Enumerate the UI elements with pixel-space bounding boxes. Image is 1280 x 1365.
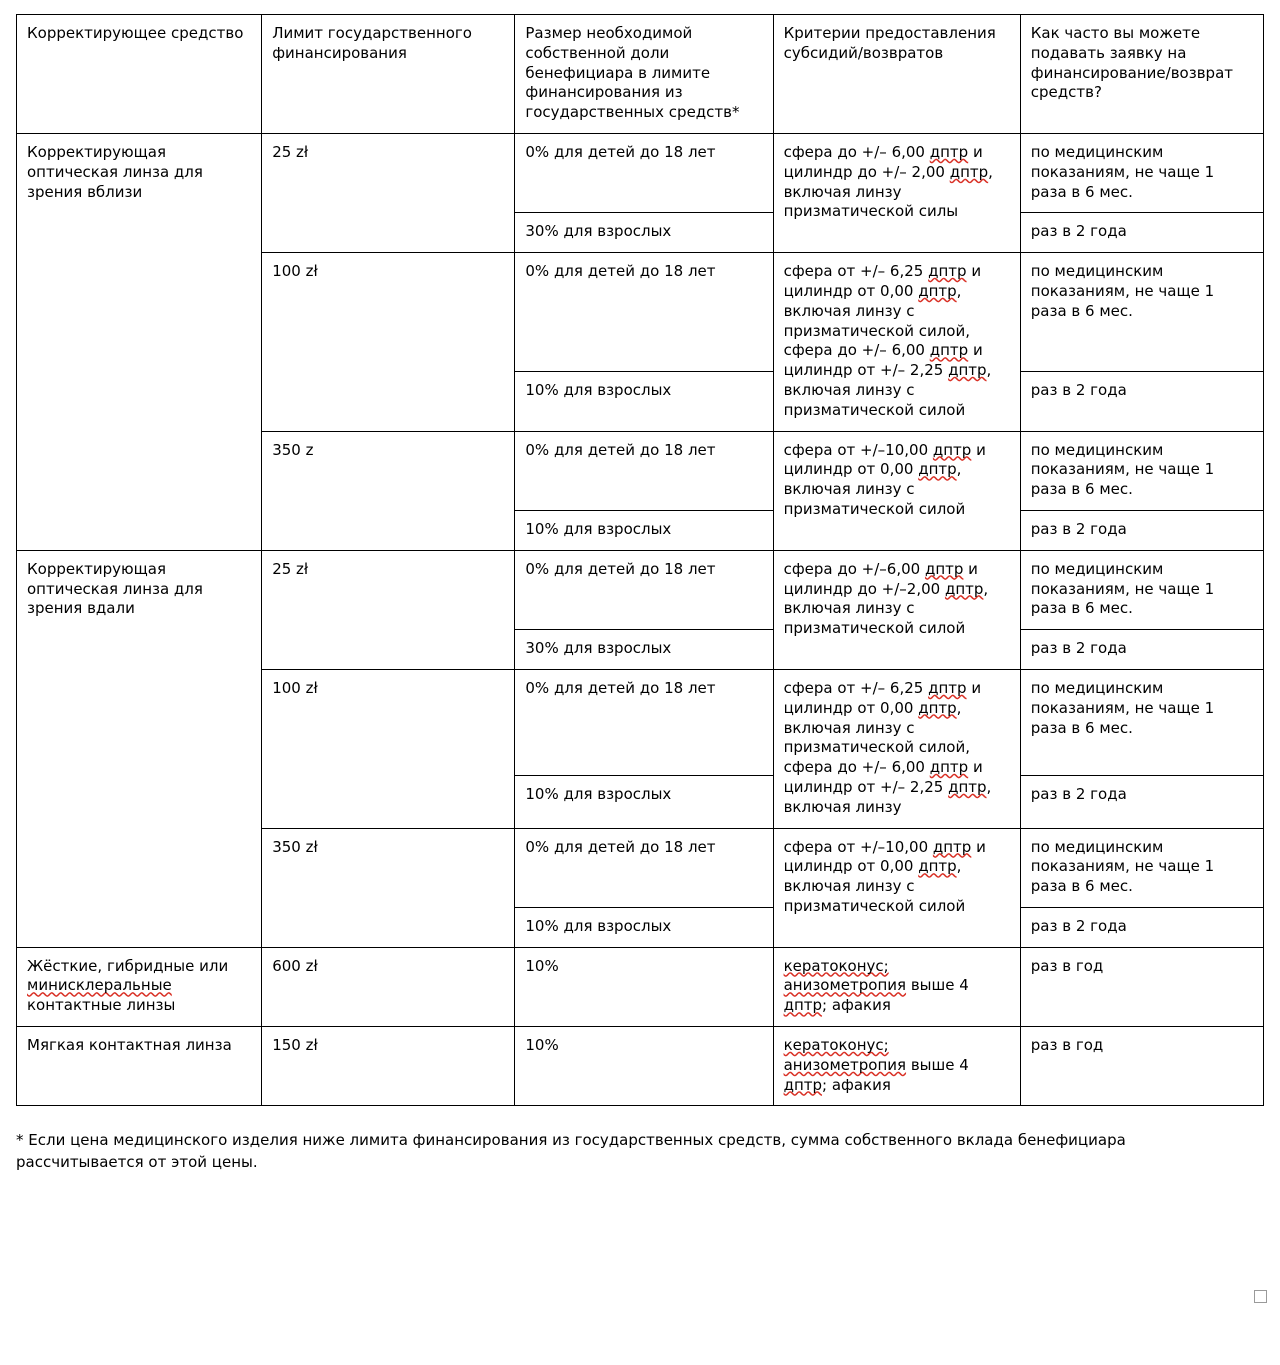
cell-frequency: раз в 2 года: [1020, 907, 1263, 947]
cell-frequency: по медицинским показаниям, не чаще 1 раза в 6 мес.: [1020, 253, 1263, 372]
cell-means: Мягкая контактная линза: [17, 1027, 262, 1106]
column-header-criteria: Критерии предоставления субсидий/возвратов: [773, 15, 1020, 134]
cell-frequency: раз в год: [1020, 947, 1263, 1026]
cell-share: 0% для детей до 18 лет: [515, 828, 773, 907]
cell-share: 10% для взрослых: [515, 907, 773, 947]
table-row: [17, 947, 1264, 1026]
cell-share: 10% для взрослых: [515, 371, 773, 431]
cell-share: 10% для взрослых: [515, 775, 773, 828]
table-row: [17, 550, 1264, 629]
cell-criteria: сфера от +/–10,00 дптр и цилиндр от 0,00 дптр, включая линзу с призматической силой: [773, 828, 1020, 947]
cell-frequency: по медицинским показаниям, не чаще 1 раза в 6 мес.: [1020, 133, 1263, 212]
cell-criteria: сфера от +/– 6,25 дптр и цилиндр от 0,00 дптр, включая линзу с призматической силой, сфера до +/– 6,00 дптр и цилиндр от +/– 2,25 дптр, включая линзу: [773, 669, 1020, 828]
cell-share: 10%: [515, 1027, 773, 1106]
cell-limit: 25 zł: [262, 133, 515, 252]
table-row: [17, 133, 1264, 212]
cell-frequency: по медицинским показаниям, не чаще 1 раза в 6 мес.: [1020, 550, 1263, 629]
cell-share: 10% для взрослых: [515, 510, 773, 550]
cell-share: 0% для детей до 18 лет: [515, 431, 773, 510]
cell-limit: 150 zł: [262, 1027, 515, 1106]
cell-limit: 350 z: [262, 431, 515, 550]
table-body: [17, 133, 1264, 1105]
cell-share: 30% для взрослых: [515, 213, 773, 253]
cell-criteria: сфера до +/–6,00 дптр и цилиндр до +/–2,00 дптр, включая линзу с призматической силой: [773, 550, 1020, 669]
cell-share: 0% для детей до 18 лет: [515, 253, 773, 372]
cell-frequency: раз в 2 года: [1020, 510, 1263, 550]
resize-handle[interactable]: [1254, 1290, 1267, 1303]
cell-share: 30% для взрослых: [515, 630, 773, 670]
footnote-text: * Если цена медицинского изделия ниже лимита финансирования из государственных средств, сумма собственного вклада бенефициара рассчитывается от этой цены.: [16, 1131, 1126, 1172]
cell-criteria: кератоконус; анизометропия выше 4 дптр; афакия: [773, 947, 1020, 1026]
subsidy-table: [16, 14, 1264, 1106]
cell-frequency: раз в год: [1020, 1027, 1263, 1106]
cell-limit: 25 zł: [262, 550, 515, 669]
cell-frequency: по медицинским показаниям, не чаще 1 раза в 6 мес.: [1020, 828, 1263, 907]
table-header: [17, 15, 1264, 134]
column-header-means: Корректирующее средство: [17, 15, 262, 134]
column-header-limit: Лимит государственного финансирования: [262, 15, 515, 134]
cell-criteria: сфера от +/– 6,25 дптр и цилиндр от 0,00 дптр, включая линзу с призматической силой, сфера до +/– 6,00 дптр и цилиндр от +/– 2,25 дптр, включая линзу с призматической силой: [773, 253, 1020, 431]
cell-means: Корректирующая оптическая линза для зрения вблизи: [17, 133, 262, 550]
cell-criteria: сфера до +/– 6,00 дптр и цилиндр до +/– 2,00 дптр, включая линзу призматической силы: [773, 133, 1020, 252]
cell-limit: 100 zł: [262, 253, 515, 431]
cell-share: 0% для детей до 18 лет: [515, 550, 773, 629]
cell-frequency: раз в 2 года: [1020, 630, 1263, 670]
cell-limit: 350 zł: [262, 828, 515, 947]
cell-means: Жёсткие, гибридные или минисклеральные контактные линзы: [17, 947, 262, 1026]
cell-frequency: раз в 2 года: [1020, 371, 1263, 431]
cell-criteria: сфера от +/–10,00 дптр и цилиндр от 0,00 дптр, включая линзу с призматической силой: [773, 431, 1020, 550]
cell-frequency: раз в 2 года: [1020, 775, 1263, 828]
cell-share: 10%: [515, 947, 773, 1026]
cell-limit: 600 zł: [262, 947, 515, 1026]
cell-criteria: кератоконус; анизометропия выше 4 дптр; афакия: [773, 1027, 1020, 1106]
table-header-row: [17, 15, 1264, 134]
cell-share: 0% для детей до 18 лет: [515, 669, 773, 775]
column-header-share: Размер необходимой собственной доли бенефициара в лимите финансирования из государственных средств*: [515, 15, 773, 134]
column-header-frequency: Как часто вы можете подавать заявку на финансирование/возврат средств?: [1020, 15, 1263, 134]
cell-limit: 100 zł: [262, 669, 515, 828]
table-row: [17, 1027, 1264, 1106]
cell-means: Корректирующая оптическая линза для зрения вдали: [17, 550, 262, 947]
cell-frequency: по медицинским показаниям, не чаще 1 раза в 6 мес.: [1020, 431, 1263, 510]
cell-share: 0% для детей до 18 лет: [515, 133, 773, 212]
cell-frequency: раз в 2 года: [1020, 213, 1263, 253]
cell-frequency: по медицинским показаниям, не чаще 1 раза в 6 мес.: [1020, 669, 1263, 775]
